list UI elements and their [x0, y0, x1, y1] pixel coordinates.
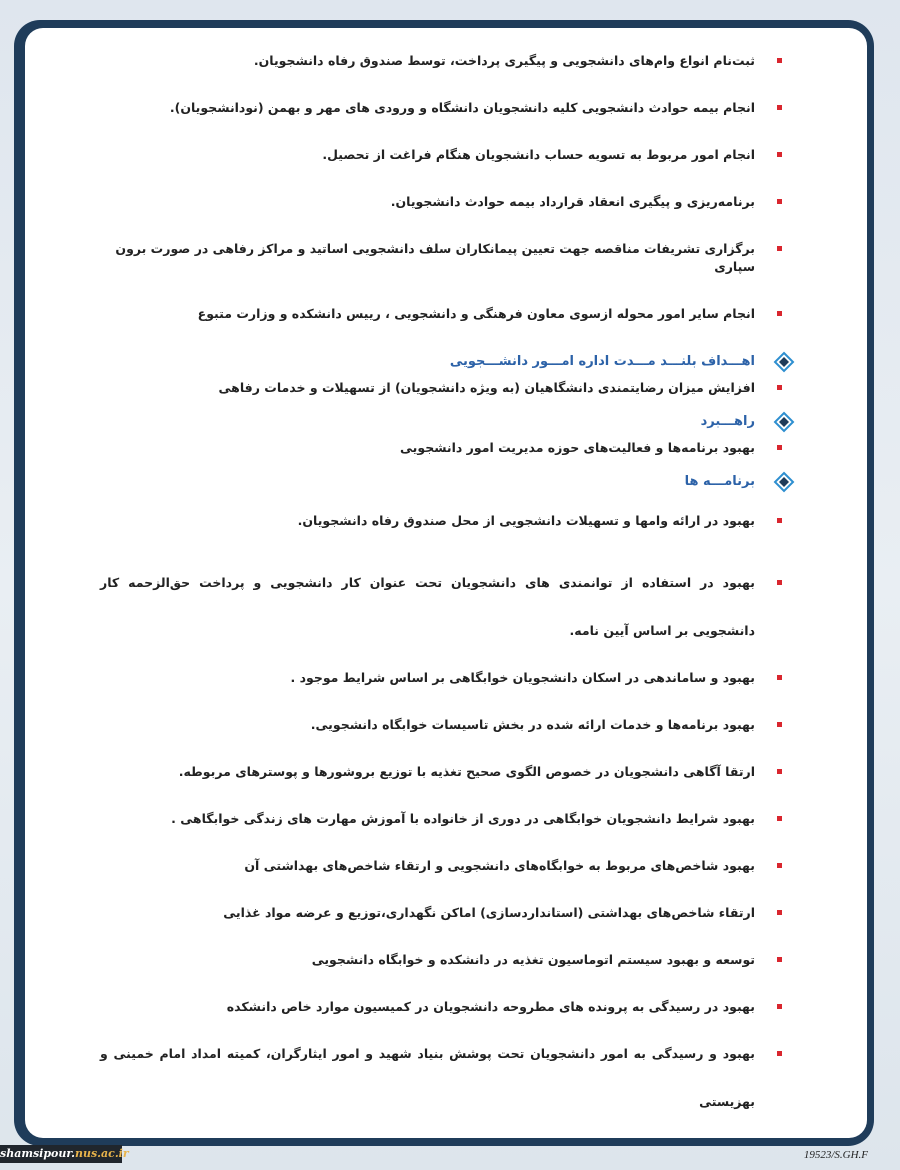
bullet-square-icon — [777, 246, 782, 251]
bullet-square-icon — [777, 445, 782, 450]
list-item: برنامه‌ریزی و پیگیری انعقاد قرارداد بیمه حوادث دانشجویان. — [100, 193, 755, 211]
bullet-square-icon — [777, 152, 782, 157]
list-item: بهبود شرایط دانشجویان خوابگاهی در دوری از خانواده با آموزش مهارت های زندگی خوابگاهی . — [100, 810, 755, 828]
footer-document-code: 19523/S.GH.F — [803, 1149, 868, 1161]
bullet-square-icon — [777, 675, 782, 680]
list-item: ثبت‌نام انواع وام‌های دانشجویی و پیگیری پرداخت، توسط صندوق رفاه دانشجویان. — [100, 52, 755, 70]
list-item: بهبود در رسیدگی به پرونده های مطروحه دانشجویان در کمیسیون موارد خاص دانشکده — [100, 998, 755, 1016]
footer-website-link[interactable]: shamsipour.nus.ac.ir — [0, 1145, 122, 1163]
diamond-bullet-icon — [773, 411, 795, 433]
section-heading-strategy: راهـــبرد — [100, 413, 755, 431]
list-item: بهبود در ارائه وامها و تسهیلات دانشجویی از محل صندوق رفاه دانشجویان. — [100, 512, 755, 530]
bullet-square-icon — [777, 58, 782, 63]
list-item: انجام امور مربوط به تسویه حساب دانشجویان هنگام فراغت از تحصیل. — [100, 146, 755, 164]
bullet-square-icon — [777, 816, 782, 821]
bullet-square-icon — [777, 311, 782, 316]
bullet-square-icon — [777, 1004, 782, 1009]
list-item: توسعه و بهبود سیستم اتوماسیون تغذیه در دانشکده و خوابگاه دانشجویی — [100, 951, 755, 969]
bullet-square-icon — [777, 863, 782, 868]
list-item: افزایش میزان رضایتمندی دانشگاهیان (به ویژه دانشجویان) از تسهیلات و خدمات رفاهی — [100, 379, 755, 397]
list-item: بهبود و رسیدگی به امور دانشجویان تحت پوشش بنیاد شهید و امور ایثارگران، کمیته امداد امام خمینی و بهزیستی — [100, 1030, 755, 1126]
list-item: انجام سایر امور محوله ازسوی معاون فرهنگی و دانشجویی ، رییس دانشکده و وزارت متبوع — [100, 305, 755, 323]
bullet-square-icon — [777, 385, 782, 390]
list-item: ارتقاء شاخص‌های بهداشتی (استانداردسازی) اماکن نگهداری،توزیع و عرضه مواد غذایی — [100, 904, 755, 922]
diamond-bullet-icon — [773, 471, 795, 493]
bullet-square-icon — [777, 957, 782, 962]
list-item: ارتقا آگاهی دانشجویان در خصوص الگوی صحیح تغذیه با توزیع بروشورها و پوسترهای مربوطه. — [100, 763, 755, 781]
bullet-square-icon — [777, 1051, 782, 1056]
list-item: بهبود برنامه‌ها و خدمات ارائه شده در بخش تاسیسات خوابگاه دانشجویی. — [100, 716, 755, 734]
bullet-square-icon — [777, 105, 782, 110]
bullet-square-icon — [777, 910, 782, 915]
bullet-square-icon — [777, 199, 782, 204]
diamond-bullet-icon — [773, 351, 795, 373]
bullet-square-icon — [777, 580, 782, 585]
bullet-square-icon — [777, 769, 782, 774]
list-item: برگزاری تشریفات مناقصه جهت تعیین پیمانکاران سلف دانشجویی اساتید و مراکز رفاهی در صورت برون سپاری — [100, 240, 755, 276]
list-item: بهبود شاخص‌های مربوط به خوابگاه‌های دانشجویی و ارتقاء شاخص‌های بهداشتی آن — [100, 857, 755, 875]
list-item: بهبود برنامه‌ها و فعالیت‌های حوزه مدیریت امور دانشجویی — [100, 439, 755, 457]
list-item: انجام بیمه حوادث دانشجویی کلیه دانشجویان دانشگاه و ورودی های مهر و بهمن (نودانشجویان). — [100, 99, 755, 117]
bullet-square-icon — [777, 518, 782, 523]
list-item: بهبود و ساماندهی در اسکان دانشجویان خوابگاهی بر اساس شرایط موجود . — [100, 669, 755, 687]
section-heading-programs: برنامـــه ها — [100, 473, 755, 491]
list-item: بهبود در استفاده از توانمندی های دانشجویان تحت عنوان کار دانشجویی و پرداخت حق‌الزحمه کار دانشجویی بر اساس آیین نامه. — [100, 559, 755, 655]
bullet-square-icon — [777, 722, 782, 727]
document-content — [100, 22, 755, 1126]
section-heading-goals: اهـــداف بلنـــد مـــدت اداره امـــور دانشـــجویی — [100, 353, 755, 371]
